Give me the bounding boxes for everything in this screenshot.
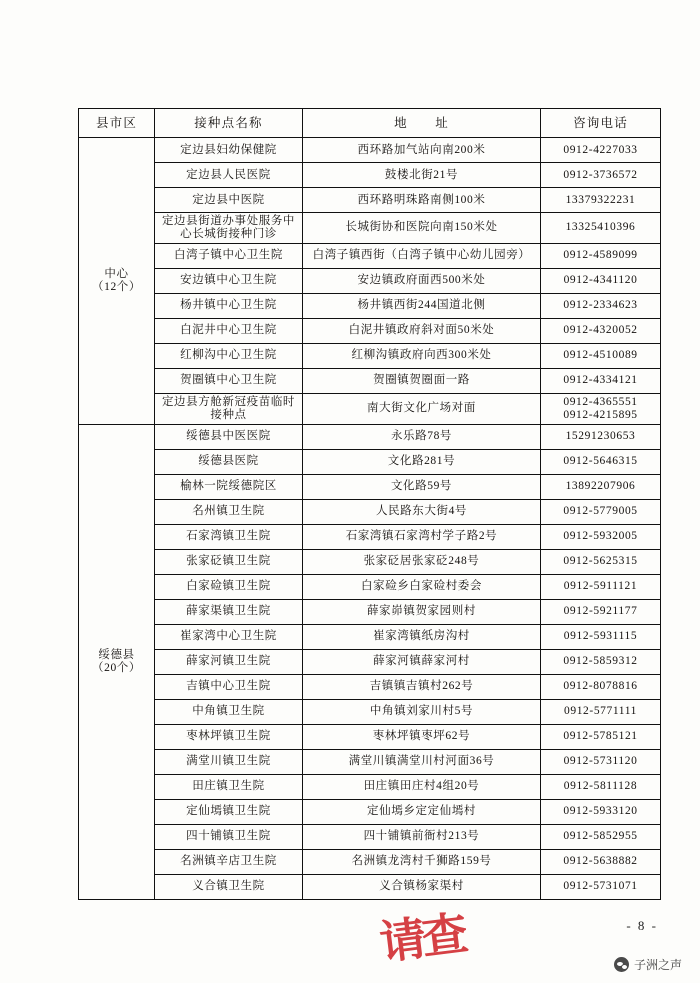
site-phone: 0912-5646315 — [541, 449, 661, 474]
table-row — [79, 724, 661, 749]
site-address: 南大街文化广场对面 — [303, 393, 541, 424]
site-phone: 0912-5779005 — [541, 499, 661, 524]
table-row — [79, 849, 661, 874]
site-name: 义合镇卫生院 — [155, 874, 303, 899]
site-name: 定边县方舱新冠疫苗临时接种点 — [155, 393, 303, 424]
site-phone: 0912-5933120 — [541, 799, 661, 824]
site-name: 四十铺镇卫生院 — [155, 824, 303, 849]
site-phone: 13892207906 — [541, 474, 661, 499]
site-phone: 0912-5921177 — [541, 599, 661, 624]
table-row — [79, 243, 661, 268]
red-seal-stamp: 请查 — [377, 908, 467, 969]
header-region: 县市区 — [79, 109, 155, 138]
wechat-icon — [614, 957, 629, 972]
region-name: 中心 — [104, 267, 129, 280]
table-row — [79, 368, 661, 393]
site-name: 杨井镇中心卫生院 — [155, 293, 303, 318]
table-row — [79, 343, 661, 368]
site-name: 绥德县医院 — [155, 449, 303, 474]
site-phone: 0912-4510089 — [541, 343, 661, 368]
site-name: 白家硷镇卫生院 — [155, 574, 303, 599]
table-row — [79, 393, 661, 424]
vaccination-sites-table-wrapper — [78, 108, 638, 900]
table-header-row — [79, 109, 661, 138]
table-row — [79, 624, 661, 649]
site-name: 定边县中医院 — [155, 188, 303, 213]
site-phone: 0912-5625315 — [541, 549, 661, 574]
table-row — [79, 524, 661, 549]
site-address: 红柳沟镇政府向西300米处 — [303, 343, 541, 368]
table-row — [79, 474, 661, 499]
site-address: 张家砭居张家砭248号 — [303, 549, 541, 574]
site-name: 吉镇中心卫生院 — [155, 674, 303, 699]
site-phone: 0912-4341120 — [541, 268, 661, 293]
table-row — [79, 268, 661, 293]
site-name: 枣林坪镇卫生院 — [155, 724, 303, 749]
site-name: 中角镇卫生院 — [155, 699, 303, 724]
site-phone: 0912-5731120 — [541, 749, 661, 774]
site-name: 白湾子镇中心卫生院 — [155, 243, 303, 268]
site-phone: 0912-5931115 — [541, 624, 661, 649]
site-name: 绥德县中医医院 — [155, 424, 303, 449]
table-row — [79, 749, 661, 774]
header-site: 接种点名称 — [155, 109, 303, 138]
site-address: 四十铺镇前衙村213号 — [303, 824, 541, 849]
site-address: 文化路59号 — [303, 474, 541, 499]
site-phone: 0912-5859312 — [541, 649, 661, 674]
site-address: 长城街协和医院向南150米处 — [303, 213, 541, 244]
table-row — [79, 449, 661, 474]
table-row — [79, 824, 661, 849]
table-row — [79, 574, 661, 599]
site-name: 薛家河镇卫生院 — [155, 649, 303, 674]
site-name: 石家湾镇卫生院 — [155, 524, 303, 549]
region-count: （20个） — [92, 661, 141, 674]
site-phone: 0912-5911121 — [541, 574, 661, 599]
table-row — [79, 188, 661, 213]
site-phone: 0912-3736572 — [541, 163, 661, 188]
site-phone: 0912-5771111 — [541, 699, 661, 724]
table-row — [79, 699, 661, 724]
site-name: 安边镇中心卫生院 — [155, 268, 303, 293]
header-phone: 咨询电话 — [541, 109, 661, 138]
site-phone: 0912-4320052 — [541, 318, 661, 343]
site-address: 义合镇杨家渠村 — [303, 874, 541, 899]
site-address: 贺圈镇贺圈面一路 — [303, 368, 541, 393]
site-address: 白泥井镇政府斜对面50米处 — [303, 318, 541, 343]
site-name: 薛家渠镇卫生院 — [155, 599, 303, 624]
table-row — [79, 293, 661, 318]
site-name: 张家砭镇卫生院 — [155, 549, 303, 574]
site-address: 枣林坪镇枣坪62号 — [303, 724, 541, 749]
site-address: 白湾子镇西街（白湾子镇中心幼儿园旁） — [303, 243, 541, 268]
table-row — [79, 874, 661, 899]
table-header — [79, 109, 661, 138]
site-phone: 0912-4227033 — [541, 138, 661, 163]
table-row — [79, 138, 661, 163]
table-row — [79, 799, 661, 824]
site-phone: 13325410396 — [541, 213, 661, 244]
site-address: 鼓楼北街21号 — [303, 163, 541, 188]
table-row — [79, 499, 661, 524]
site-name: 田庄镇卫生院 — [155, 774, 303, 799]
table-row — [79, 163, 661, 188]
site-name: 榆林一院绥德院区 — [155, 474, 303, 499]
site-phone: 0912-4334121 — [541, 368, 661, 393]
site-phone: 13379322231 — [541, 188, 661, 213]
site-address: 薛家峁镇贺家园则村 — [303, 599, 541, 624]
site-name: 满堂川镇卫生院 — [155, 749, 303, 774]
site-address: 中角镇刘家川村5号 — [303, 699, 541, 724]
site-name: 定边县街道办事处服务中心长城街接种门诊 — [155, 213, 303, 244]
site-name: 定边县妇幼保健院 — [155, 138, 303, 163]
site-phone: 0912-5638882 — [541, 849, 661, 874]
site-phone: 0912-5731071 — [541, 874, 661, 899]
table-row — [79, 599, 661, 624]
table-row — [79, 674, 661, 699]
site-phone: 0912-4365551 0912-4215895 — [541, 393, 661, 424]
site-name: 白泥井中心卫生院 — [155, 318, 303, 343]
site-phone: 0912-2334623 — [541, 293, 661, 318]
site-address: 白家硷乡白家硷村委会 — [303, 574, 541, 599]
table-row — [79, 774, 661, 799]
table-row — [79, 649, 661, 674]
site-phone: 15291230653 — [541, 424, 661, 449]
table-row — [79, 424, 661, 449]
site-name: 贺圈镇中心卫生院 — [155, 368, 303, 393]
site-address: 满堂川镇满堂川村河面36号 — [303, 749, 541, 774]
site-address: 安边镇政府面西500米处 — [303, 268, 541, 293]
region-cell-group-0 — [79, 138, 155, 425]
region-count: （12个） — [92, 280, 141, 293]
site-phone: 0912-5785121 — [541, 724, 661, 749]
header-address: 地 址 — [303, 109, 541, 138]
site-phone: 0912-8078816 — [541, 674, 661, 699]
site-name: 崔家湾中心卫生院 — [155, 624, 303, 649]
region-cell-group-1 — [79, 424, 155, 899]
page-number: - 8 - — [626, 918, 658, 933]
site-phone: 0912-4589099 — [541, 243, 661, 268]
site-phone: 0912-5852955 — [541, 824, 661, 849]
site-address: 田庄镇田庄村4组20号 — [303, 774, 541, 799]
site-address: 杨井镇西街244国道北侧 — [303, 293, 541, 318]
table-row — [79, 318, 661, 343]
site-address: 文化路281号 — [303, 449, 541, 474]
site-address: 西环路明珠路南侧100米 — [303, 188, 541, 213]
site-address: 薛家河镇薛家河村 — [303, 649, 541, 674]
region-name: 绥德县 — [98, 648, 135, 661]
site-name: 名洲镇辛店卫生院 — [155, 849, 303, 874]
site-name: 定仙墕镇卫生院 — [155, 799, 303, 824]
site-name: 名州镇卫生院 — [155, 499, 303, 524]
site-name: 定边县人民医院 — [155, 163, 303, 188]
table-body — [79, 138, 661, 900]
site-address: 定仙墕乡定定仙墕村 — [303, 799, 541, 824]
site-name: 红柳沟中心卫生院 — [155, 343, 303, 368]
site-address: 人民路东大街4号 — [303, 499, 541, 524]
table-row — [79, 549, 661, 574]
table-row — [79, 213, 661, 244]
site-phone: 0912-5932005 — [541, 524, 661, 549]
site-phone: 0912-5811128 — [541, 774, 661, 799]
site-address: 永乐路78号 — [303, 424, 541, 449]
footer-label: 子洲之声 — [633, 958, 682, 972]
site-address: 吉镇镇吉镇村262号 — [303, 674, 541, 699]
site-address: 石家湾镇石家湾村学子路2号 — [303, 524, 541, 549]
site-address: 崔家湾镇纸房沟村 — [303, 624, 541, 649]
site-address: 名洲镇龙湾村千狮路159号 — [303, 849, 541, 874]
vaccination-sites-table — [78, 108, 661, 900]
site-address: 西环路加气站向南200米 — [303, 138, 541, 163]
footer-watermark — [614, 956, 682, 973]
